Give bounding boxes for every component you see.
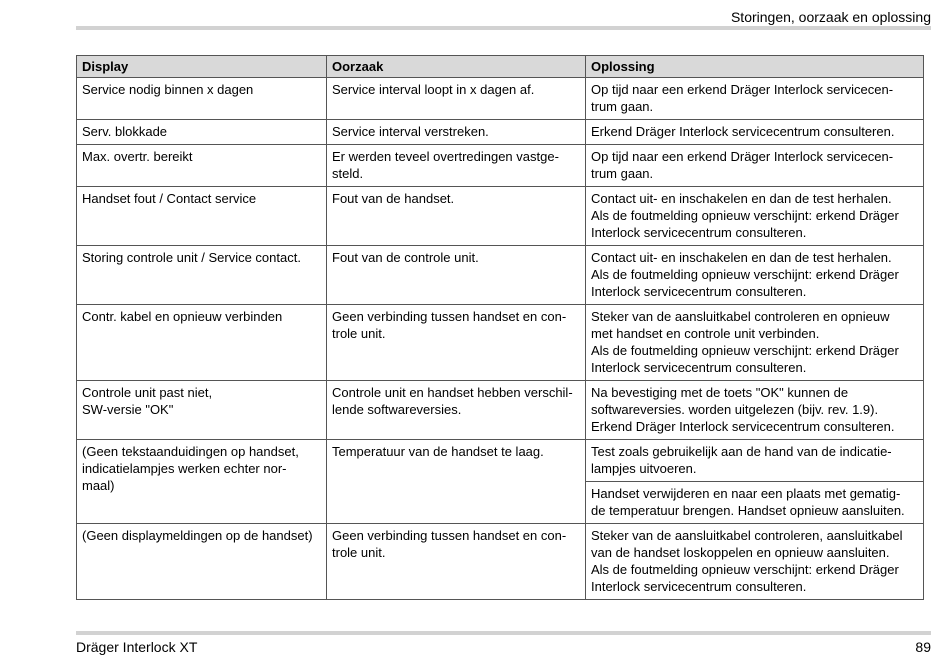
footer-product-name: Dräger Interlock XT [76,639,198,655]
cause-cell: Service interval loopt in x dagen af. [327,78,586,120]
display-cell: Contr. kabel en opnieuw verbinden [77,305,327,381]
table-row [77,120,924,145]
table-header-row [77,56,924,78]
solution-cell: Op tijd naar een erkend Dräger Interlock servicecen- trum gaan. [586,78,924,120]
solution-cell: Op tijd naar een erkend Dräger Interlock servicecen- trum gaan. [586,145,924,187]
table-row [77,440,924,482]
column-header-display: Display [77,56,327,78]
solution-cell: Na bevestiging met de toets "OK" kunnen de softwareversies. worden uitgelezen (bijv. rev. 1.9). Erkend Dräger Interlock servicecentrum consulteren. [586,381,924,440]
page-number: 89 [915,639,931,655]
solution-cell: Steker van de aansluitkabel controleren en opnieuw met handset en controle unit verbinden. Als de foutmelding opnieuw verschijnt: erkend Dräger Interlock servicecentrum consulteren. [586,305,924,381]
table-row [77,381,924,440]
display-cell: Max. overtr. bereikt [77,145,327,187]
display-cell: Service nodig binnen x dagen [77,78,327,120]
display-cell: Controle unit past niet, SW-versie "OK" [77,381,327,440]
header-rule [76,26,931,30]
cause-cell: Temperatuur van de handset te laag. [327,440,586,524]
display-cell: Handset fout / Contact service [77,187,327,246]
table-row [77,524,924,600]
table-row [77,305,924,381]
solution-cell: Contact uit- en inschakelen en dan de test herhalen. Als de foutmelding opnieuw verschijnt: erkend Dräger Interlock servicecentrum consulteren. [586,246,924,305]
solution-cell: Handset verwijderen en naar een plaats met gematig- de temperatuur brengen. Handset opnieuw aansluiten. [586,482,924,524]
display-cell: Serv. blokkade [77,120,327,145]
cause-cell: Fout van de controle unit. [327,246,586,305]
solution-cell: Contact uit- en inschakelen en dan de test herhalen. Als de foutmelding opnieuw verschijnt: erkend Dräger Interlock servicecentrum consulteren. [586,187,924,246]
solution-cell: Test zoals gebruikelijk aan de hand van de indicatie- lampjes uitvoeren. [586,440,924,482]
display-cell: Storing controle unit / Service contact. [77,246,327,305]
cause-cell: Geen verbinding tussen handset en con- trole unit. [327,305,586,381]
cause-cell: Geen verbinding tussen handset en con- trole unit. [327,524,586,600]
page-header-title: Storingen, oorzaak en oplossing [730,9,931,25]
solution-cell: Steker van de aansluitkabel controleren, aansluitkabel van de handset loskoppelen en opnieuw aansluiten. Als de foutmelding opnieuw verschijnt: erkend Dräger Interlock servicecentrum consulteren. [586,524,924,600]
table-row [77,145,924,187]
cause-cell: Controle unit en handset hebben verschil- lende softwareversies. [327,381,586,440]
solution-cell: Erkend Dräger Interlock servicecentrum consulteren. [586,120,924,145]
cause-cell: Fout van de handset. [327,187,586,246]
display-cell: (Geen tekstaanduidingen op handset, indicatielampjes werken echter nor- maal) [77,440,327,524]
footer-rule [76,631,931,635]
cause-cell: Service interval verstreken. [327,120,586,145]
column-header-cause: Oorzaak [327,56,586,78]
display-cell: (Geen displaymeldingen op de handset) [77,524,327,600]
table-row [77,246,924,305]
table-row [77,78,924,120]
fault-table [76,55,924,600]
column-header-solution: Oplossing [586,56,924,78]
cause-cell: Er werden teveel overtredingen vastge- steld. [327,145,586,187]
table-row [77,187,924,246]
